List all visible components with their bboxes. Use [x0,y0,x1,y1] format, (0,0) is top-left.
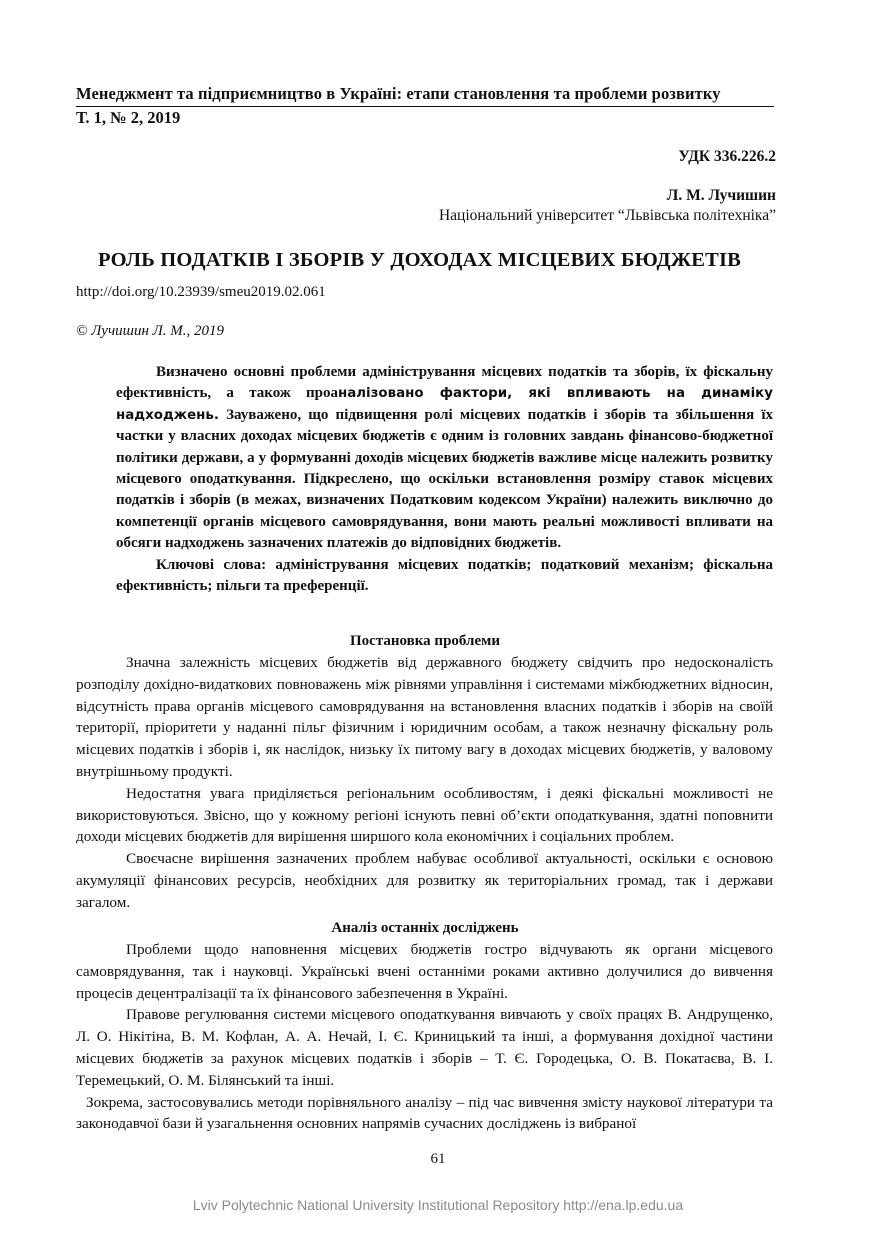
abstract-part-3: Зауважено, що підвищення ролі місцевих податків і зборів та збільшення їх частки у власних доходах місцевих бюджетів є одним із головних завдань фінансово-бюджетної політики держави, а у формуванні доходів місцевих бюджетів важливе місце належить розвитку місцевого оподаткування. Підкреслено, що оскільки встановлення розміру ставок місцевих податків і зборів (в межах, визначених Податковим кодексом України) належить виключно до компетенції органів місцевого самоврядування, вони мають реальні можливості впливати на обсяги надходжень зазначених платежів до відповідних бюджетів. [116,406,773,552]
paragraph: Правове регулювання системи місцевого оподаткування вивчають у своїх працях В. Андрущенко, Л. О. Нікітіна, В. М. Кофлан, А. А. Нечай, І. Є. Криницький та інші, а формування дохідної частини місцевих бюджетів за рахунок місцевих податків і зборів – Т. Є. Городецька, О. В. Покатаєва, В. І. Теремецький, О. М. Білянський та інші. [76,1006,773,1089]
article-title: РОЛЬ ПОДАТКІВ І ЗБОРІВ У ДОХОДАХ МІСЦЕВИХ БЮДЖЕТІВ [98,249,742,271]
abstract-part-2: налізовано фактори, які впливають на динаміку надходжень. [116,386,773,423]
paragraph: Недостатня увага приділяється регіональним особливостям, і деякі фіскальні можливості не використовуються. Звісно, що у кожному регіоні існують певні об’єкти оподаткування, здатні поповнити доходи місцевих бюджетів для вирішення ширшого кола економічних і соціальних проблем. [76,784,773,846]
journal-title: Менеджмент та підприємництво в Україні: етапи становлення та проблеми розвитку [76,84,774,107]
section-heading-research: Аналіз останніх досліджень [331,920,519,936]
copyright-notice: © Лучишин Л. М., 2019 [76,323,225,339]
repository-footer[interactable]: Lviv Polytechnic National University Institutional Repository http://ena.lp.edu.ua [192,1197,684,1213]
abstract [116,362,773,597]
paragraph: Значна залежність місцевих бюджетів від державного бюджету свідчить про недосконалість розподілу дохідно-видаткових повноважень між рівнями управління і системами міжбюджетних відносин, відсутність права органів місцевого самоврядування на встановлення власних податків і зборів на своїй території, пріоритети у наданні пільг фізичним і юридичним особам, а також незначну фіскальну роль місцевих податків і зборів і, як наслідок, низьку їх питому вагу в доходах місцевих бюджетів, у валовому внутрішньому продукті. [76,654,773,780]
journal-volume: Т. 1, № 2, 2019 [76,108,181,127]
section-problem-body [76,652,773,914]
abstract-part-1: Визначено основні проблеми адміністрування місцевих податків та зборів, їх фіскальну ефективність, а також проа [116,364,773,402]
udk-code: УДК 336.226.2 [678,148,776,165]
abstract-text [116,362,773,555]
doi-link[interactable]: http://doi.org/10.23939/smeu2019.02.061 [76,284,326,300]
paragraph: Своєчасне вирішення зазначених проблем набуває особливої актуальності, оскільки є основою акумуляції фінансових ресурсів, необхідних для розвитку як територіальних громад, так і держави загалом. [76,850,773,911]
keywords: Ключові слова: адміністрування місцевих податків; податковий механізм; фіскальна ефективність; пільги та преференції. [116,556,773,595]
paragraph: Проблеми щодо наповнення місцевих бюджетів гостро відчувають як органи місцевого самоврядування, так і науковці. Українські вчені останніми роками активно долучилися до вивчення процесів децентралізації та їх фінансового забезпечення в Україні. [76,941,773,1002]
paragraph: Зокрема, застосовувались методи порівняльного аналізу – під час вивчення змісту наукової літератури та законодавчої бази й узагальнення основних напрямів сучасних досліджень із вибраної [76,1093,773,1133]
section-research-body [76,939,773,1135]
author-name: Л. М. Лучишин [666,187,776,204]
section-heading-problem: Постановка проблеми [350,633,500,649]
page-number: 61 [430,1151,446,1167]
author-affiliation: Національний університет “Львівська політехніка” [438,207,776,224]
